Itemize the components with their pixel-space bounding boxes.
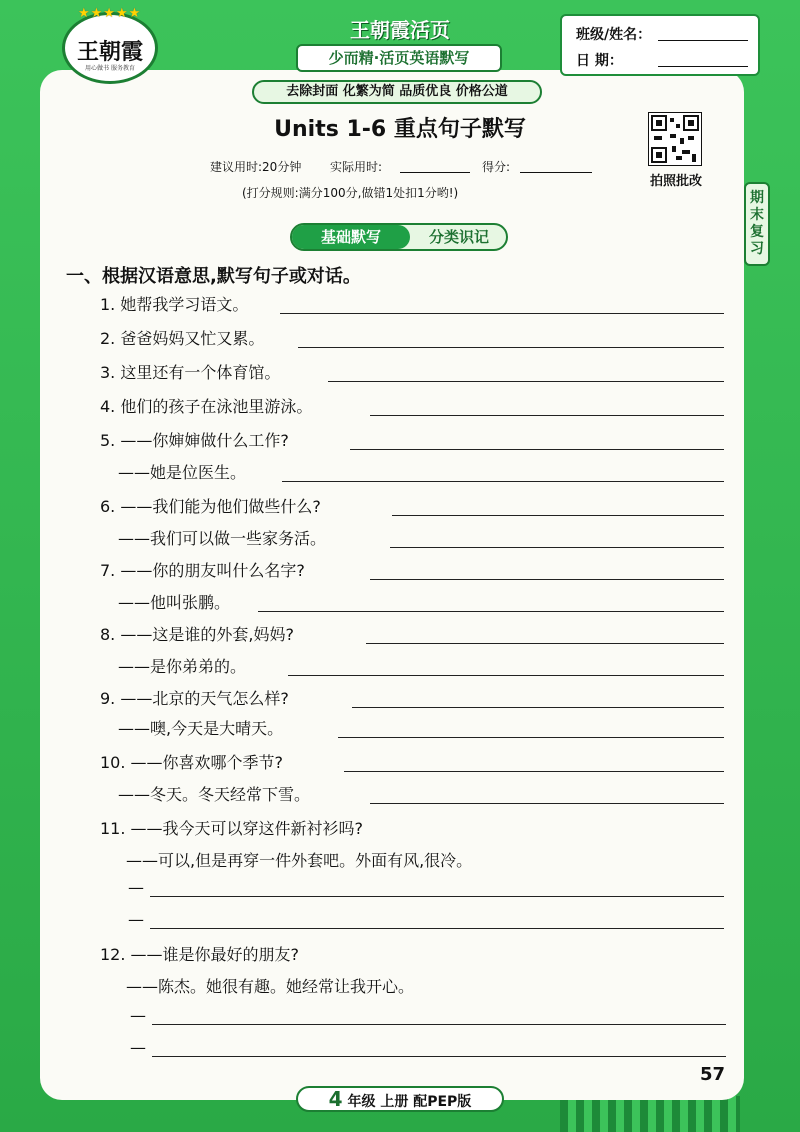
class-name-label: 班级/姓名： (576, 27, 652, 43)
answer-line[interactable] (152, 1024, 726, 1025)
dash-marker: — (130, 1038, 146, 1057)
question-item: 9. ——北京的天气怎么样? (100, 689, 289, 708)
answer-line[interactable] (370, 803, 724, 804)
answer-line[interactable] (258, 611, 724, 612)
question-item: 11. ——我今天可以穿这件新衬衫吗? (100, 819, 364, 838)
qr-label: 拍照批改 (649, 174, 702, 189)
section-tag-category: 分类识记 (428, 228, 489, 246)
tagline: 去除封面 化繁为简 品质优良 价格公道 (252, 80, 542, 104)
question-item: ——他叫张鹏。 (118, 593, 231, 612)
question-item: ——我们可以做一些家务活。 (118, 529, 327, 548)
answer-line[interactable] (344, 771, 724, 772)
slogan: 少而精·活页英语默写 (296, 44, 502, 72)
question-item: ——她是位医生。 (118, 463, 247, 482)
stars-icon: ★★★★★ (78, 6, 142, 21)
question-item: ——可以,但是再穿一件外套吧。外面有风,很冷。 (126, 851, 473, 870)
question-item: 12. ——谁是你最好的朋友? (100, 945, 300, 964)
decorative-stripes (560, 1096, 740, 1132)
dash-marker: — (128, 878, 144, 897)
answer-line[interactable] (152, 1056, 726, 1057)
answer-line[interactable] (370, 415, 724, 416)
question-item: 4. 他们的孩子在泳池里游泳。 (100, 397, 313, 416)
answer-line[interactable] (280, 313, 724, 314)
grade-text: 年级 上册 配PEP版 (347, 1094, 472, 1110)
qr-code-icon[interactable] (648, 112, 702, 166)
question-item: ——陈杰。她很有趣。她经常让我开心。 (126, 977, 415, 996)
question-item: ——是你弟弟的。 (118, 657, 247, 676)
footer-grade-badge (296, 1086, 504, 1112)
question-item: 2. 爸爸妈妈又忙又累。 (100, 329, 265, 348)
question-item: 8. ——这是谁的外套,妈妈? (100, 625, 294, 644)
answer-line[interactable] (298, 347, 724, 348)
answer-line[interactable] (392, 515, 724, 516)
time-suggested: 建议用时:20分钟 (210, 160, 302, 174)
question-item: 7. ——你的朋友叫什么名字? (100, 561, 305, 580)
question-item: ——冬天。冬天经常下雪。 (118, 785, 311, 804)
question-item: 5. ——你婶婶做什么工作? (100, 431, 289, 450)
dash-marker: — (130, 1006, 146, 1025)
brand-title: 王朝霞活页 (350, 18, 450, 42)
question-item: 10. ——你喜欢哪个季节? (100, 753, 284, 772)
brand-logo (62, 12, 158, 84)
student-info-box (560, 14, 760, 76)
answer-line[interactable] (328, 381, 724, 382)
class-name-line[interactable] (658, 40, 748, 41)
page-number: 57 (700, 1064, 726, 1085)
question-item: 6. ——我们能为他们做些什么? (100, 497, 321, 516)
question-item: ——噢,今天是大晴天。 (118, 719, 284, 738)
logo-text: 王朝霞 (76, 39, 143, 65)
answer-line[interactable] (150, 928, 724, 929)
answer-line[interactable] (390, 547, 724, 548)
answer-line[interactable] (352, 707, 724, 708)
question-item: 1. 她帮我学习语文。 (100, 295, 249, 314)
dash-marker: — (128, 910, 144, 929)
answer-line[interactable] (350, 449, 724, 450)
score-line[interactable] (520, 172, 592, 173)
answer-line[interactable] (150, 896, 724, 897)
grade-number: 4 (328, 1087, 343, 1111)
answer-line[interactable] (370, 579, 724, 580)
page-title: Units 1-6 重点句子默写 (274, 117, 526, 142)
logo-subtext: 用心做书 服务教育 (85, 65, 135, 72)
side-tab-review: 期末复习 (744, 182, 770, 266)
time-actual-line[interactable] (400, 172, 470, 173)
answer-line[interactable] (366, 643, 724, 644)
time-actual-label: 实际用时: (330, 160, 383, 174)
score-label: 得分: (482, 160, 511, 174)
scoring-rule: (打分规则:满分100分,做错1处扣1分哟!) (242, 186, 459, 200)
date-line[interactable] (658, 66, 748, 67)
answer-line[interactable] (282, 481, 724, 482)
section-banner (290, 223, 508, 251)
section-tag-basic: 基础默写 (292, 225, 410, 249)
date-label: 日 期： (576, 53, 623, 69)
question-heading: 一、根据汉语意思,默写句子或对话。 (66, 266, 361, 287)
answer-line[interactable] (338, 737, 724, 738)
question-item: 3. 这里还有一个体育馆。 (100, 363, 281, 382)
answer-line[interactable] (288, 675, 724, 676)
